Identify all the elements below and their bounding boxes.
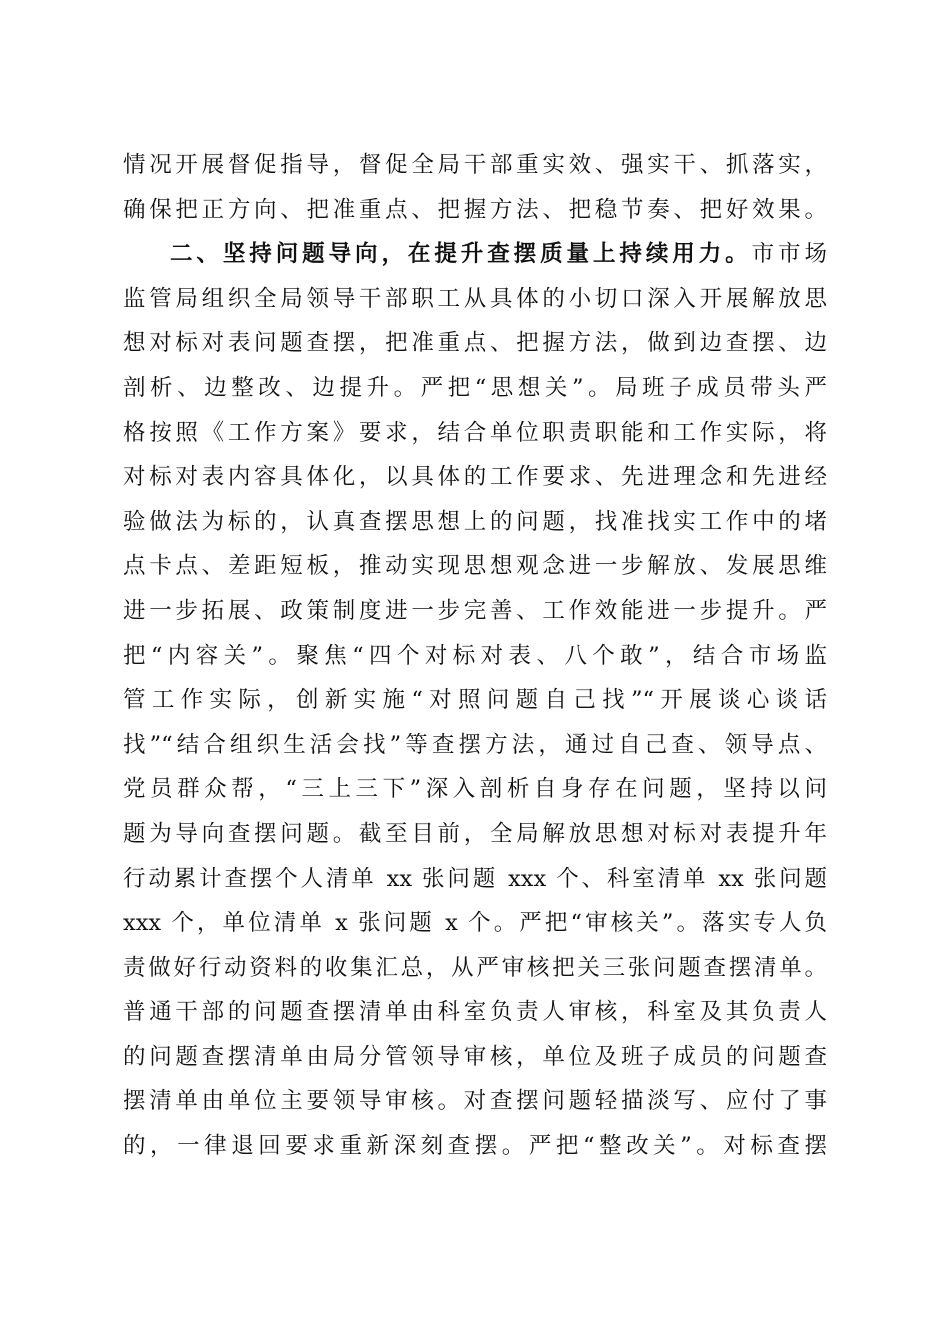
- text-line: 管工作实际，创新实施“对照问题自己找”“开展谈心谈话: [123, 687, 827, 714]
- text-line: 摆清单由单位主要领导审核。对查摆问题轻描淡写、应付了事: [123, 1088, 827, 1115]
- text-line: 点卡点、差距短板，推动实现思想观念进一步解放、发展思维: [123, 553, 827, 580]
- text-line: 想对标对表问题查摆，把准重点、把握方法，做到边查摆、边: [123, 330, 827, 357]
- text-line: 普通干部的问题查摆清单由科室负责人审核，科室及其负责人: [123, 999, 827, 1026]
- text-line: xxx 个，单位清单 x 张问题 x 个。严把“审核关”。落实专人负: [123, 910, 827, 937]
- text-line: 的问题查摆清单由局分管领导审核，单位及班子成员的问题查: [123, 1043, 827, 1070]
- text-line: 找”“结合组织生活会找”等查摆方法，通过自己查、领导点、: [123, 731, 827, 758]
- text-line: 进一步拓展、政策制度进一步完善、工作效能进一步提升。严: [123, 597, 827, 624]
- text-line: 题为导向查摆问题。截至目前，全局解放思想对标对表提升年: [123, 820, 827, 847]
- text-line: 对标对表内容具体化，以具体的工作要求、先进理念和先进经: [123, 464, 827, 491]
- text-line: 确保把正方向、把准重点、把握方法、把稳节奏、把好效果。: [123, 196, 827, 223]
- section-heading-line: [123, 232, 827, 277]
- text-line: 情况开展督促指导，督促全局干部重实效、强实干、抓落实，: [123, 152, 827, 178]
- text-line: 党员群众帮，“三上三下”深入剖析自身存在问题，坚持以问: [123, 776, 827, 803]
- text-line: 把“内容关”。聚焦“四个对标对表、八个敢”，结合市场监: [123, 642, 827, 669]
- text-line: 的，一律退回要求重新深刻查摆。严把“整改关”。对标查摆: [123, 1133, 827, 1160]
- text-line: 行动累计查摆个人清单 xx 张问题 xxx 个、科室清单 xx 张问题: [123, 865, 827, 892]
- text-line: 格按照《工作方案》要求，结合单位职责职能和工作实际，将: [123, 419, 827, 446]
- text-segment: 市市场: [751, 241, 827, 268]
- text-line: 验做法为标的，认真查摆思想上的问题，找准找实工作中的堵: [123, 508, 827, 535]
- text-line: 责做好行动资料的收集汇总，从严审核把关三张问题查摆清单。: [123, 954, 827, 981]
- body-text: [123, 143, 827, 1169]
- section-heading: 二、坚持问题导向，在提升查摆质量上持续用力。: [170, 241, 752, 268]
- text-line: 监管局组织全局领导干部职工从具体的小切口深入开展解放思: [123, 285, 827, 312]
- text-line: 剖析、边整改、边提升。严把“思想关”。局班子成员带头严: [123, 374, 827, 401]
